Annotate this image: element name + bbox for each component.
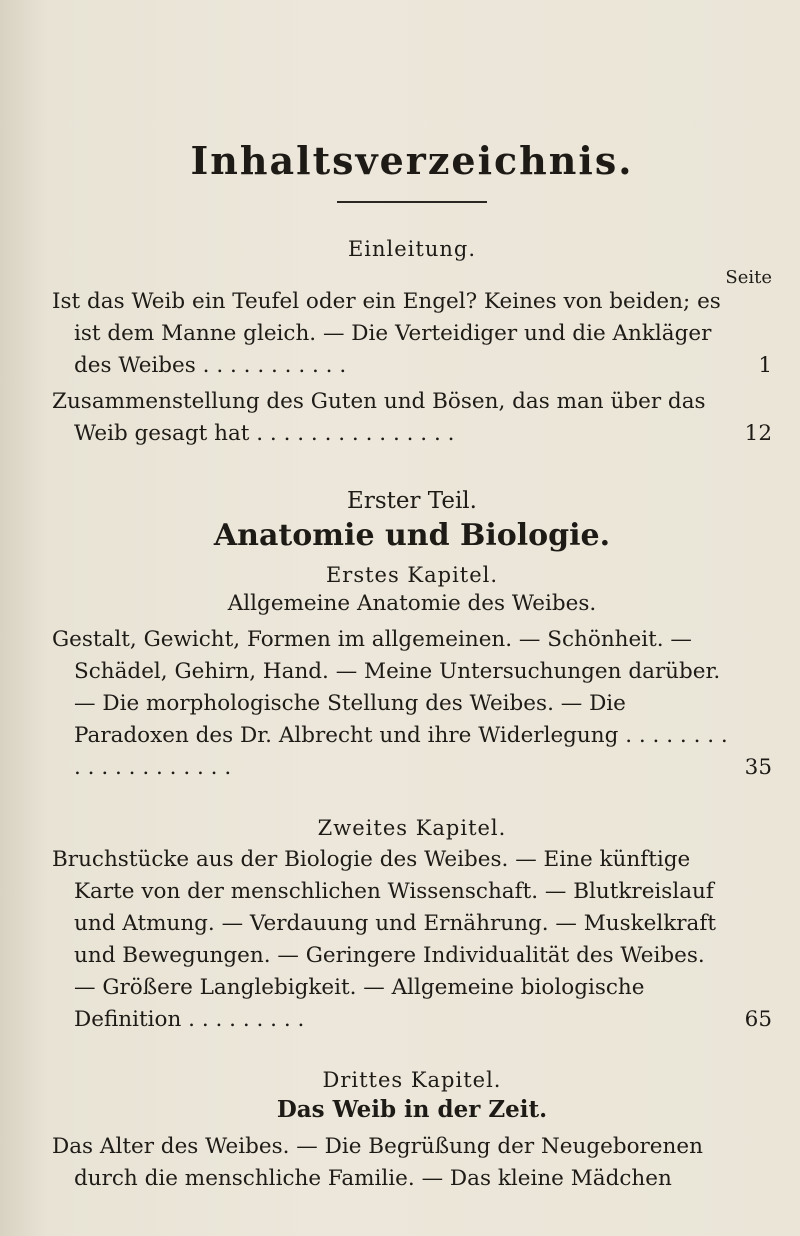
toc-entry bbox=[52, 844, 772, 1036]
title-rule bbox=[337, 201, 487, 203]
chapter-block bbox=[52, 563, 772, 784]
toc-entry-page: 35 bbox=[744, 755, 772, 780]
chapter-label: Erstes Kapitel. bbox=[325, 563, 499, 587]
page-title: Inhaltsverzeichnis. bbox=[190, 138, 634, 183]
toc-entry-page: 65 bbox=[744, 1007, 772, 1032]
toc-entry-text: Das Alter des Weibes. — Die Begrüßung der Neugeborenen durch die menschliche Familie. — Das kleine Mädchen bbox=[52, 1134, 703, 1191]
chapter-title: Allgemeine Anatomie des Weibes. bbox=[227, 591, 597, 616]
toc-entry-page: 12 bbox=[744, 421, 772, 446]
toc-entry-page: 1 bbox=[758, 353, 772, 378]
toc-entry bbox=[52, 386, 772, 450]
chapter-title: Das Weib in der Zeit. bbox=[276, 1096, 548, 1123]
toc-entry-text: Ist das Weib ein Teufel oder ein Engel? Keines von beiden; es ist dem Manne gleich. — Die Verteidiger und die Ankläger des Weibes . . . . . . . . . . . bbox=[52, 289, 721, 378]
page-column-label: Seite bbox=[725, 267, 772, 288]
toc-entry-text: Gestalt, Gewicht, Formen im allgemeinen. — Schönheit. — Schädel, Gehirn, Hand. — Meine Untersuchungen darüber. — Die morphologische Stellung des Weibes. — Die Paradoxen des Dr. Albrecht und ihre Widerlegung . . . . . . . . . . . . . . . . . . . . bbox=[52, 627, 728, 780]
chapter-block bbox=[52, 1068, 772, 1195]
toc-entry bbox=[52, 286, 772, 382]
toc-content bbox=[52, 60, 772, 1227]
chapter-label: Zweites Kapitel. bbox=[317, 816, 507, 840]
part-heading: Erster Teil. bbox=[347, 488, 477, 514]
toc-entry-text: Bruchstücke aus der Biologie des Weibes. — Eine künftige Karte von der menschlichen Wissenschaft. — Blutkreislauf und Atmung. — Verdauung und Ernährung. — Muskelkraft und Bewegungen. — Geringere Individualität des Weibes. — Größere Langlebigkeit. — Allgemeine biologische Definition . . . . . . . . . bbox=[52, 847, 716, 1032]
toc-entry bbox=[52, 1131, 772, 1195]
part-title: Anatomie und Biologie. bbox=[213, 518, 611, 553]
toc-entry-text: Zusammenstellung des Guten und Bösen, das man über das Weib gesagt hat . . . . . . . . . . . . . . . bbox=[52, 389, 706, 446]
intro-heading: Einleitung. bbox=[347, 237, 477, 261]
chapter-label: Drittes Kapitel. bbox=[322, 1068, 502, 1092]
chapter-block bbox=[52, 816, 772, 1036]
toc-entry bbox=[52, 624, 772, 784]
